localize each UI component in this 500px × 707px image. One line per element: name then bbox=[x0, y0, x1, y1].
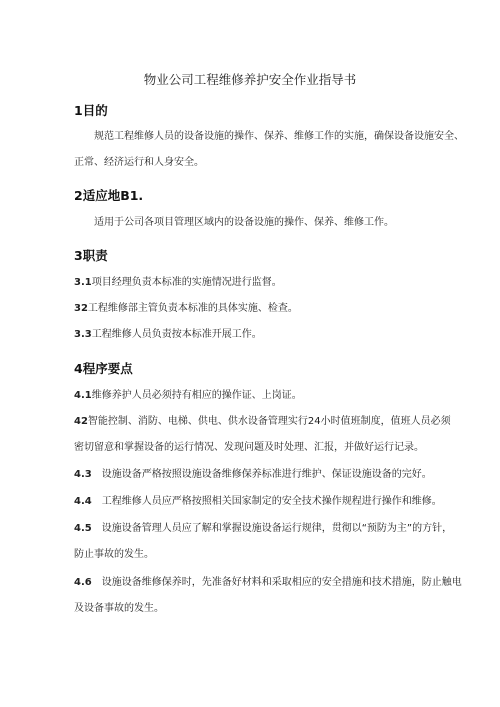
item-number: 32 bbox=[74, 303, 88, 314]
section-4-item-3 bbox=[74, 465, 432, 480]
item-text: 智能控制、消防、电梯、供电、供水设备管理实行24小时值班制度，值班人员必须 bbox=[87, 416, 451, 427]
item-text: 工程维修部主管负责本标准的具体实施、检查。 bbox=[87, 303, 298, 314]
item-number: 3.3 bbox=[74, 329, 92, 340]
item-text: 设施设备维修保养时，先准备好材料和采取相应的安全措施和技术措施，防止触电 bbox=[101, 577, 462, 588]
item-number: 42 bbox=[74, 416, 88, 427]
item-text: 设施设备严格按照设施设备维修保养标准进行维护、保证设施设备的完好。 bbox=[101, 469, 432, 480]
section-3-heading: 3职责 bbox=[74, 248, 108, 263]
section-3-item-2 bbox=[74, 299, 298, 314]
section-4-heading: 4程序要点 bbox=[74, 361, 133, 376]
section-4-item-2-cont: 密切留意和掌握设备的运行情况、发现问题及时处理、汇报，并做好运行记录。 bbox=[74, 442, 424, 453]
item-text: 工程维修人员应严格按照相关国家制定的安全技术操作规程进行操作和维修。 bbox=[101, 496, 442, 507]
section-1-line-2: 正常、经济运行和人身安全。 bbox=[74, 157, 204, 168]
item-text: 项目经理负责本标准的实施情况进行监督。 bbox=[91, 277, 282, 288]
item-number: 4.5 bbox=[74, 523, 92, 534]
section-1-line-1: 规范工程维修人员的设备设施的操作、保养、维修工作的实施，确保设备设施安全、 bbox=[94, 131, 464, 142]
item-number: 3.1 bbox=[74, 277, 92, 288]
section-3-item-1 bbox=[74, 273, 282, 288]
section-4-item-6 bbox=[74, 573, 462, 588]
item-number: 4.3 bbox=[74, 469, 92, 480]
section-4-item-1 bbox=[74, 386, 302, 401]
item-number: 4.6 bbox=[74, 577, 92, 588]
section-1-heading: 1目的 bbox=[74, 103, 108, 118]
section-4-item-2 bbox=[74, 412, 451, 427]
item-text: 维修养护人员必须持有相应的操作证、上岗证。 bbox=[91, 390, 302, 401]
item-number: 4.1 bbox=[74, 390, 92, 401]
document-title: 物业公司工程维修养护安全作业指导书 bbox=[143, 72, 357, 87]
section-3-item-3 bbox=[74, 325, 262, 340]
section-4-item-4 bbox=[74, 492, 442, 507]
section-4-item-6-cont: 及设备事故的发生。 bbox=[74, 603, 164, 614]
item-text: 设施设备管理人员应了解和掌握设施设备运行规律，贯彻以“预防为主”的方针， bbox=[101, 523, 453, 534]
section-4-item-5-cont: 防止事故的发生。 bbox=[74, 549, 154, 560]
section-2-heading: 2适应地B1. bbox=[74, 188, 144, 203]
section-2-line-1: 适用于公司各项目管理区域内的设备设施的操作、保养、维修工作。 bbox=[94, 217, 394, 228]
section-4-item-5 bbox=[74, 519, 452, 534]
item-number: 4.4 bbox=[74, 496, 92, 507]
item-text: 工程维修人员负责按本标准开展工作。 bbox=[91, 329, 262, 340]
